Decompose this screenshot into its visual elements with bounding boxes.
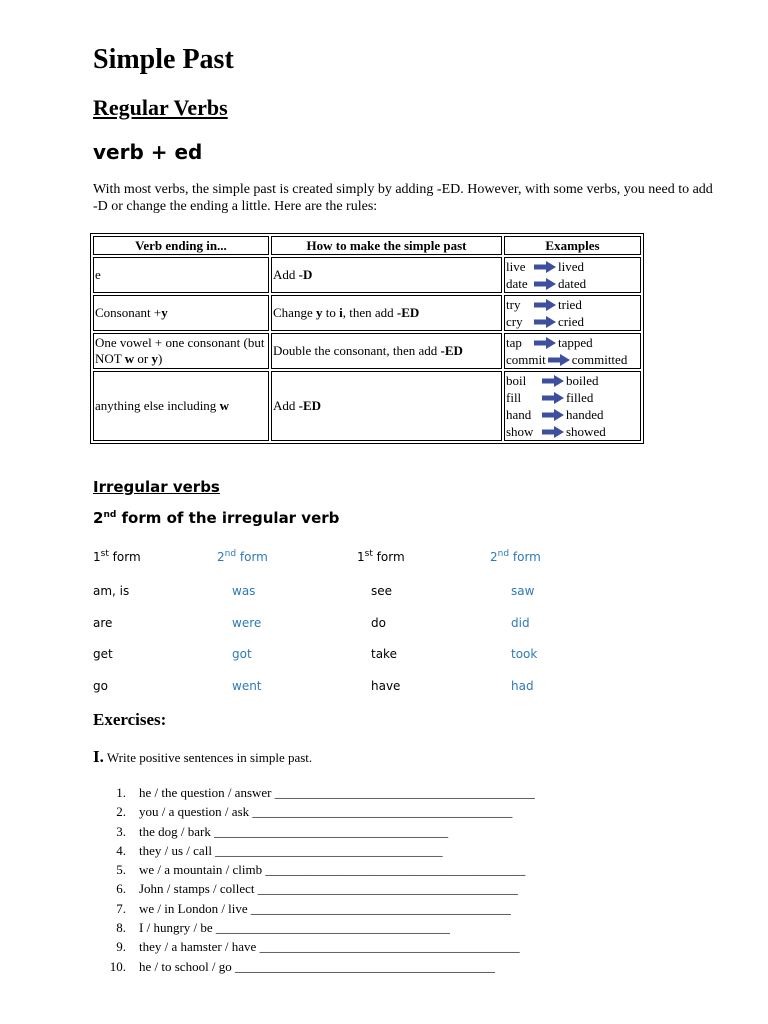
base-verb: boil bbox=[506, 372, 527, 388]
past-verb: handed bbox=[566, 406, 604, 422]
exercises-heading: Exercises: bbox=[93, 710, 167, 729]
base-verb: live bbox=[506, 258, 526, 274]
intro-paragraph: With most verbs, the simple past is created simply by adding -ED. However, with some verbs, you need to add -D or change the ending a little. Here are the rules: bbox=[93, 182, 713, 214]
sentence-prompt: they / a hamster / have ________________________________________ bbox=[139, 939, 520, 955]
irregular-second-form: did bbox=[511, 615, 530, 630]
rules-table-row bbox=[93, 257, 641, 293]
sentence-prompt: they / us / call ___________________________________ bbox=[139, 842, 443, 858]
sentence-prompt: I / hungry / be ____________________________________ bbox=[139, 920, 450, 936]
sentence-prompt: John / stamps / collect ________________________________________ bbox=[139, 881, 518, 897]
sentence-prompt: we / in London / live ________________________________________ bbox=[139, 900, 511, 916]
verb-ending-cell: e bbox=[93, 257, 269, 293]
sentence-prompt: he / to school / go ________________________________________ bbox=[139, 958, 496, 974]
example-pair bbox=[506, 423, 639, 440]
exercise-instruction bbox=[93, 747, 312, 767]
base-verb: commit bbox=[506, 351, 546, 367]
exercise-sentence bbox=[93, 822, 535, 841]
example-pair bbox=[506, 258, 639, 275]
irregular-first-form: take bbox=[371, 647, 397, 662]
arrow-right-icon bbox=[534, 278, 556, 290]
exercise-sentence-list bbox=[93, 783, 535, 976]
irregular-verbs-heading: Irregular verbs bbox=[93, 478, 220, 496]
rule-cell: Change y to i, then add -ED bbox=[271, 295, 502, 331]
base-verb: try bbox=[506, 296, 521, 312]
arrow-right-icon bbox=[534, 261, 556, 273]
rule-cell: Double the consonant, then add -ED bbox=[271, 333, 502, 369]
verb-ending-cell: Consonant +y bbox=[93, 295, 269, 331]
irregular-first-form: are bbox=[93, 615, 113, 630]
rules-table bbox=[90, 233, 644, 444]
example-pair bbox=[506, 389, 639, 406]
sentence-prompt: he / the question / answer ________________________________________ bbox=[139, 785, 535, 800]
sentence-number: 9. bbox=[116, 939, 126, 955]
col-header-ending: Verb ending in... bbox=[93, 236, 269, 255]
arrow-right-icon bbox=[548, 354, 570, 366]
sentence-prompt: we / a mountain / climb ________________________________________ bbox=[139, 862, 526, 878]
irregular-column-header: 2nd form bbox=[217, 549, 268, 564]
irregular-second-form: were bbox=[232, 615, 262, 630]
exercise-sentence bbox=[93, 937, 535, 956]
example-pair bbox=[506, 351, 639, 368]
exercise-number: I. bbox=[93, 747, 104, 766]
sentence-number: 7. bbox=[116, 900, 126, 916]
col-header-examples: Examples bbox=[504, 236, 641, 255]
rules-table-row bbox=[93, 371, 641, 441]
irregular-column-header: 2nd form bbox=[490, 549, 541, 564]
irregular-second-form: got bbox=[232, 647, 252, 662]
irregular-second-form: went bbox=[232, 679, 262, 694]
sentence-number: 5. bbox=[116, 862, 126, 878]
past-verb: dated bbox=[558, 275, 587, 291]
verb-ending-cell: anything else including w bbox=[93, 371, 269, 441]
formula-heading: verb + ed bbox=[93, 140, 203, 164]
irregular-first-form: am, is bbox=[93, 584, 130, 598]
base-verb: tap bbox=[506, 334, 522, 350]
example-pair bbox=[506, 313, 639, 330]
past-verb: cried bbox=[558, 313, 584, 329]
past-verb: filled bbox=[566, 389, 594, 405]
arrow-right-icon bbox=[534, 299, 556, 311]
rule-cell: Add -ED bbox=[271, 371, 502, 441]
sentence-number: 1. bbox=[116, 785, 126, 800]
arrow-right-icon bbox=[534, 316, 556, 328]
exercise-sentence bbox=[93, 841, 535, 860]
examples-cell bbox=[504, 333, 641, 369]
arrow-right-icon bbox=[534, 337, 556, 349]
second-form-heading: 2nd form of the irregular verb bbox=[93, 509, 340, 527]
irregular-first-form: get bbox=[93, 647, 113, 662]
base-verb: cry bbox=[506, 313, 523, 329]
exercise-sentence bbox=[93, 802, 535, 821]
sentence-number: 8. bbox=[116, 920, 126, 936]
arrow-right-icon bbox=[542, 426, 564, 438]
rules-table-header-row bbox=[93, 236, 641, 255]
sentence-number: 2. bbox=[116, 804, 126, 820]
past-verb: tried bbox=[558, 296, 582, 312]
irregular-second-form: was bbox=[232, 584, 256, 598]
past-verb: committed bbox=[571, 351, 628, 367]
irregular-column-header: 1st form bbox=[93, 549, 141, 564]
sentence-number: 6. bbox=[116, 881, 126, 897]
exercise-sentence bbox=[93, 918, 535, 937]
rule-cell: Add -D bbox=[271, 257, 502, 293]
sentence-prompt: you / a question / ask ________________________________________ bbox=[139, 804, 513, 820]
past-verb: tapped bbox=[558, 334, 593, 350]
irregular-second-form: saw bbox=[511, 584, 535, 598]
arrow-right-icon bbox=[542, 392, 564, 404]
rules-table-row bbox=[93, 295, 641, 331]
exercise-sentence bbox=[93, 783, 535, 802]
past-verb: lived bbox=[558, 258, 584, 274]
irregular-second-form: took bbox=[511, 647, 538, 662]
past-verb: showed bbox=[566, 423, 606, 439]
arrow-right-icon bbox=[542, 409, 564, 421]
example-pair bbox=[506, 372, 639, 389]
base-verb: date bbox=[506, 275, 528, 291]
irregular-second-form: had bbox=[511, 679, 534, 694]
verb-ending-cell: One vowel + one consonant (but NOT w or y) bbox=[93, 333, 269, 369]
irregular-first-form: do bbox=[371, 615, 386, 630]
base-verb: fill bbox=[506, 389, 522, 405]
sentence-prompt: the dog / bark ____________________________________ bbox=[139, 823, 449, 839]
sentence-number: 3. bbox=[116, 823, 126, 839]
irregular-first-form: see bbox=[371, 584, 393, 598]
examples-cell bbox=[504, 257, 641, 293]
page-title: Simple Past bbox=[93, 44, 234, 75]
exercise-sentence bbox=[93, 860, 535, 879]
example-pair bbox=[506, 334, 639, 351]
examples-cell bbox=[504, 295, 641, 331]
base-verb: show bbox=[506, 423, 534, 439]
example-pair bbox=[506, 275, 639, 292]
sentence-number: 10. bbox=[109, 958, 126, 974]
arrow-right-icon bbox=[542, 375, 564, 387]
past-verb: boiled bbox=[566, 372, 599, 388]
example-pair bbox=[506, 296, 639, 313]
exercise-instruction-text: Write positive sentences in simple past. bbox=[103, 750, 313, 765]
example-pair bbox=[506, 406, 639, 423]
irregular-first-form: go bbox=[93, 679, 108, 694]
irregular-first-form: have bbox=[371, 679, 401, 694]
regular-verbs-heading: Regular Verbs bbox=[93, 95, 228, 120]
rules-table-row bbox=[93, 333, 641, 369]
exercise-sentence bbox=[93, 957, 535, 976]
examples-cell bbox=[504, 371, 641, 441]
irregular-column-header: 1st form bbox=[357, 549, 405, 564]
col-header-how: How to make the simple past bbox=[271, 236, 502, 255]
exercise-sentence bbox=[93, 879, 535, 898]
sentence-number: 4. bbox=[116, 842, 126, 858]
exercise-sentence bbox=[93, 899, 535, 918]
base-verb: hand bbox=[506, 406, 532, 422]
